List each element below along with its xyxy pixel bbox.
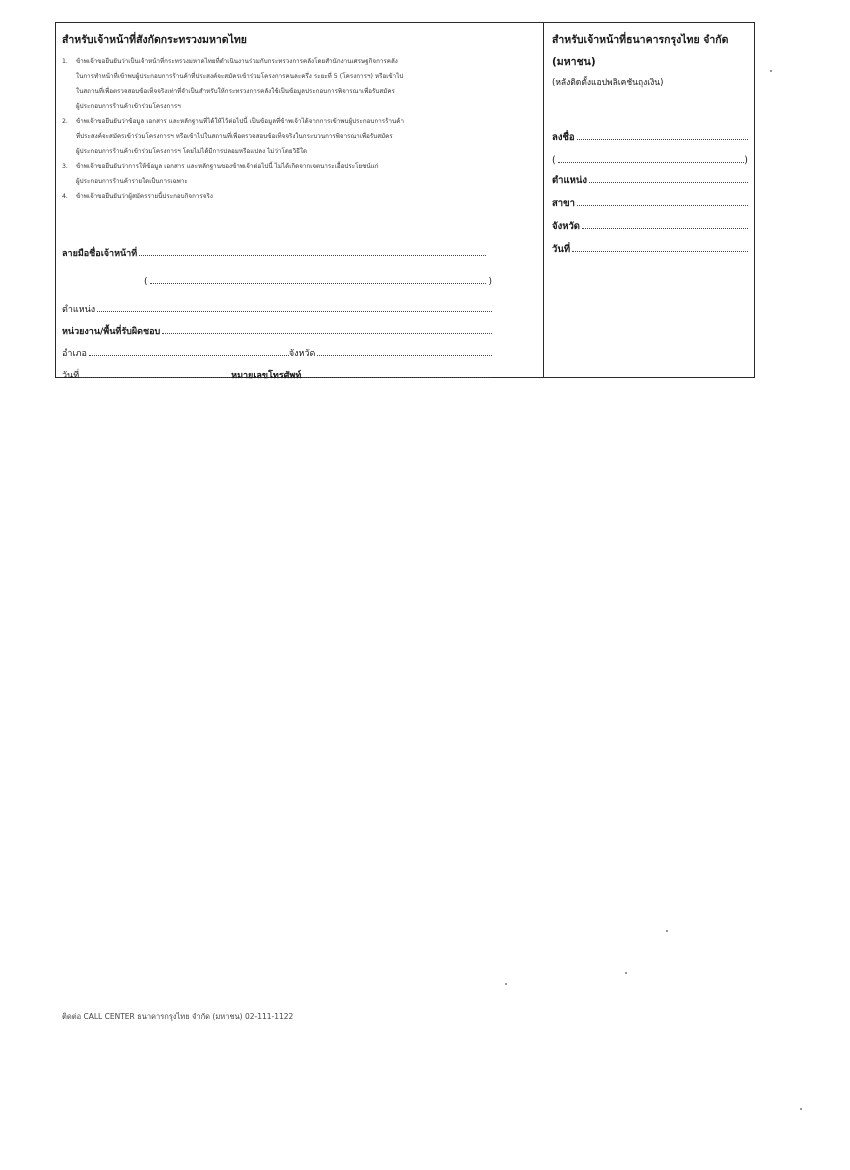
statement-text: ที่ประสงค์จะสมัครเข้าร่วมโครงการฯ หรือเข้าไปในสถานที่เพื่อตรวจสอบข้อเท็จจริงในกระบวนการพิจารณาเพื่อรับสมัคร [76,133,393,140]
ktb-date-field[interactable] [572,241,748,252]
statement-text: ผู้ประกอบการร้านค้าเข้าร่วมโครงการฯ [76,103,181,110]
position-field[interactable] [97,301,492,312]
statement-number [62,69,76,84]
moi-officer-section [56,23,544,381]
statement-number [62,174,76,189]
moi-section-title: สำหรับเจ้าหน้าที่สังกัดกระทรวงมหาดไทย [62,34,247,46]
ktb-province-field[interactable] [582,218,748,229]
signature-field[interactable] [139,245,486,256]
call-center-footer: ติดต่อ CALL CENTER ธนาคารกรุงไทย จำกัด (มหาชน) 02-111-1122 [62,1012,294,1021]
district-label: อำเภอ [62,349,87,359]
ktb-position-field[interactable] [589,172,748,183]
ktb-position-label: ตำแหน่ง [552,175,588,186]
province-field[interactable] [317,345,492,356]
scan-speck [666,930,668,932]
name-paren-close: ) [488,277,492,287]
ktb-printed-name-field[interactable] [558,152,745,163]
statement-line [62,114,535,129]
scan-speck [770,70,772,72]
date-field[interactable] [81,367,231,378]
printed-name-field[interactable] [150,273,487,284]
agency-field[interactable] [162,323,492,334]
statement-line [62,69,535,84]
statement-text: ข้าพเจ้าขอยืนยันว่าการให้ข้อมูล เอกสาร และหลักฐานของข้าพเจ้าต่อไปนี้ ไม่ได้เกิดจากเจตนาระเอื้อประโยชน์แก่ [76,163,379,170]
phone-label: หมายเลขโทรศัพท์ [231,371,302,381]
ktb-sign-label: ลงชื่อ [552,132,575,143]
statement-text: ข้าพเจ้าขอยืนยันว่าเป็นเจ้าหน้าที่กระทรวงมหาดไทยที่ดำเนินงานร่วมกับกระทรวงการคลังโดยสำนักงานเศรษฐกิจการคลัง [76,58,398,65]
ktb-officer-section [544,23,754,377]
scan-speck [505,983,507,985]
statement-line [62,159,535,174]
statement-number: 3. [62,163,68,170]
statement-text: ผู้ประกอบการร้านค้ารายใดเป็นการเฉพาะ [76,178,188,185]
statement-number [62,84,76,99]
statement-number [62,129,76,144]
ktb-date-label: วันที่ [552,244,571,255]
statement-text: ข้าพเจ้าขอยืนยันว่าผู้สมัครรายนี้ประกอบกิจการจริง [76,193,213,200]
position-label: ตำแหน่ง [62,305,96,315]
statement-line [62,84,535,99]
statement-line [62,174,535,189]
statement-line [62,144,535,159]
statement-text: ในการทำหน้าที่เข้าพบผู้ประกอบการร้านค้าที่ประสงค์จะสมัครเข้าร่วมโครงการคนละครึ่ง ระยะที่ 5 (โครงการฯ) หรือเข้าไป [76,73,404,80]
statement-line [62,99,535,114]
scan-speck [625,972,627,974]
district-field[interactable] [89,345,289,356]
statement-list [62,54,535,204]
ktb-paren-close: ) [744,155,748,166]
form-box [55,22,755,381]
statement-line [62,129,535,144]
statement-line [62,189,535,204]
date-label: วันที่ [62,371,80,381]
province-label: จังหวัด [288,349,316,359]
statement-number: 2. [62,118,68,125]
ktb-signature-block [552,129,748,264]
statement-text: ผู้ประกอบการร้านค้าเข้าร่วมโครงการฯ โดยไม่ได้มีการปลอมหรือแปลง ไม่ว่าโดยวิธีใด [76,148,308,155]
statement-text: ข้าพเจ้าขอยืนยันว่าข้อมูล เอกสาร และหลักฐานที่ได้ให้ไว้ต่อไปนี้ เป็นข้อมูลที่ข้าพเจ้าได้จากการเข้าพบผู้ประกอบการร้านค้า [76,118,404,125]
ktb-signature-field[interactable] [577,129,748,140]
phone-field[interactable] [303,367,492,378]
statement-number [62,144,76,159]
ktb-branch-field[interactable] [577,195,748,206]
ktb-paren-open: ( [552,155,556,166]
signature-label: ลายมือชื่อเจ้าหน้าที่ [62,249,138,259]
ktb-section-title: สำหรับเจ้าหน้าที่ธนาคารกรุงไทย จำกัด [552,34,729,46]
statement-number: 4. [62,193,68,200]
statement-line [62,54,535,69]
ktb-branch-label: สาขา [552,198,575,209]
ktb-section-subtitle: (หลังติดตั้งแอปพลิเคชันถุงเงิน) [552,78,664,88]
statement-text: ในสถานที่เพื่อตรวจสอบข้อเท็จจริงเท่าที่จำเป็นสำหรับให้กระทรวงการคลังใช้เป็นข้อมูลประกอบการพิจารณาเพื่อรับสมัคร [76,88,395,95]
ktb-section-title-line2: (มหาชน) [552,56,596,68]
name-paren-open: ( [144,277,148,287]
ktb-province-label: จังหวัด [552,221,580,232]
scan-speck [800,1108,802,1110]
agency-label: หน่วยงาน/พื้นที่รับผิดชอบ [62,327,161,337]
statement-number [62,99,76,114]
moi-signature-block [62,245,492,389]
statement-number: 1. [62,58,68,65]
